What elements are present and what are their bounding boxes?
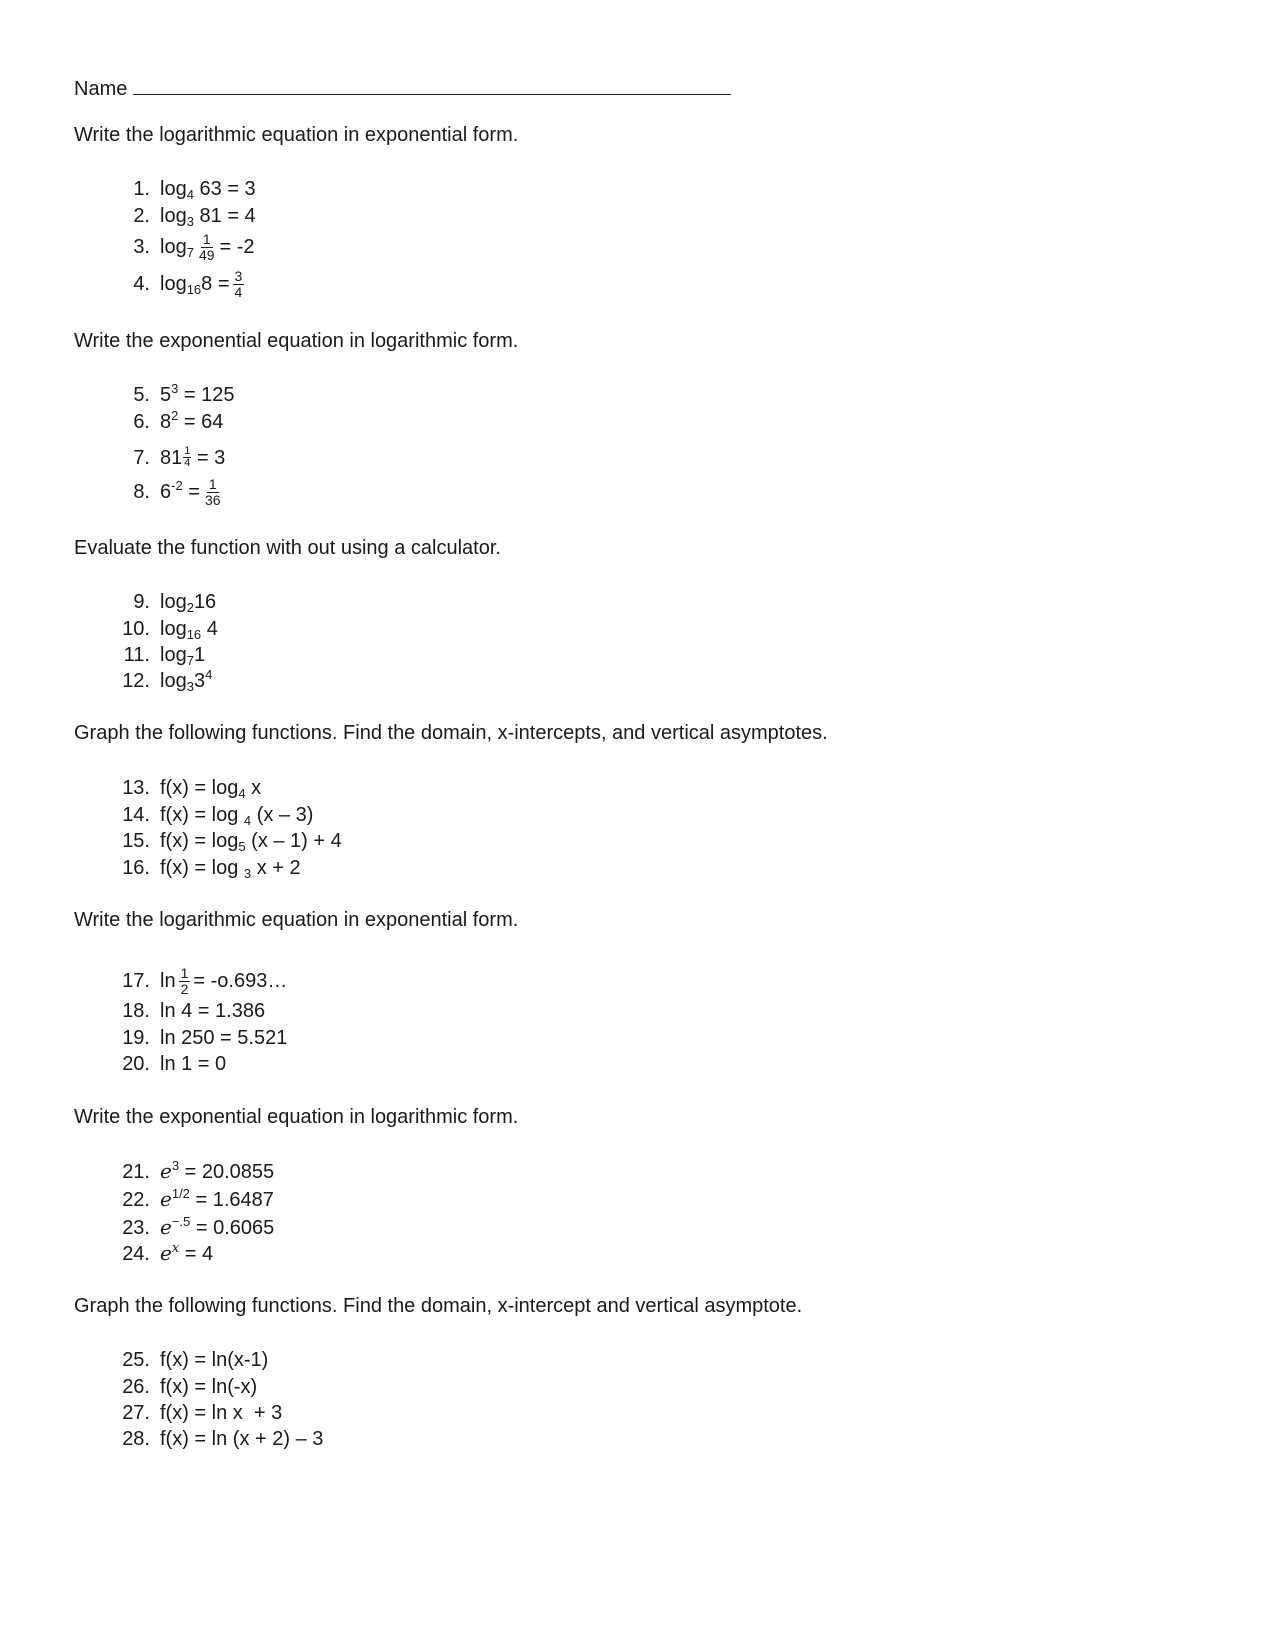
question-26: 26. f(x) = ln(-x): [122, 1376, 258, 1398]
question-2: 2. $\log_3 81 = 4$: [133, 205, 256, 229]
question-22: 22. $e^{1/2} = 1.6487$: [122, 1186, 274, 1211]
fraction: $\frac{1}{49}$: [198, 231, 215, 263]
name-blank-line: [133, 76, 731, 95]
question-5: 5. $5^3 = 125$: [133, 381, 235, 406]
question-8: 8. $6^{-2}$ = $\frac{1}{36}$: [133, 476, 221, 508]
question-23: 23. $e^{-.5} = 0.6065$: [122, 1214, 275, 1239]
name-field: [74, 76, 731, 101]
question-15: 15. $f(x) = \log_5 (x - 1) + 4$: [122, 830, 342, 854]
section-heading-7: Graph the following functions. Find the domain, x-intercept and vertical asymptote.: [74, 1295, 803, 1317]
question-4: 4. $\log_{16}8$ = $\frac{3}{4}$: [133, 268, 243, 300]
question-10: 10. $\log_{16} 4$: [122, 618, 218, 642]
question-9: 9. $\log_216$: [133, 591, 217, 615]
question-27: 27. f(x) = ln x + 3: [122, 1402, 283, 1424]
question-14: 14. f(x) = log $_4$ (x – 3): [122, 804, 314, 828]
question-21: 21. $e^3 = 20.0855$: [122, 1158, 275, 1183]
fraction: $\frac{3}{4}$: [234, 268, 243, 300]
question-13: 13. $f(x) = \log_4 x$: [122, 777, 262, 801]
question-7: 7. 81 $\frac{1}{4}$ = 3: [133, 445, 226, 469]
name-label: Name: [74, 78, 128, 100]
question-16: 16. f(x) = log $_3$ x + 2: [122, 857, 301, 881]
question-3: 3. $\log_7$ $\frac{1}{49}$ = -2: [133, 231, 255, 263]
question-12: 12. $\log_33^4$: [122, 667, 213, 694]
section-heading-5: Write the logarithmic equation in exponential form.: [74, 909, 519, 931]
question-18: 18. ln 4 = 1.386: [122, 1000, 266, 1022]
question-25: 25. f(x) = ln(x-1): [122, 1349, 269, 1371]
question-24: 24. $e^x = 4$: [122, 1241, 214, 1265]
fraction: $\frac{1}{36}$: [204, 476, 221, 508]
question-19: 19. ln 250 = 5.521: [122, 1027, 288, 1049]
question-11: 11. $\log_71$: [123, 644, 206, 668]
question-1: 1. $\log_4 63 = 3$: [133, 178, 256, 202]
section-heading-6: Write the exponential equation in logarithmic form.: [74, 1106, 519, 1128]
question-28: 28. f(x) = ln (x + 2) – 3: [122, 1428, 324, 1450]
section-heading-2: Write the exponential equation in logarithmic form.: [74, 330, 519, 352]
section-heading-3: Evaluate the function with out using a calculator.: [74, 537, 501, 559]
section-heading-1: Write the logarithmic equation in exponential form.: [74, 124, 519, 146]
exponent-fraction: $\frac{1}{4}$: [184, 445, 191, 469]
question-6: 6. $8^2 = 64$: [133, 408, 224, 433]
fraction: $\frac{1}{2}$: [180, 965, 189, 997]
question-17: 17. ln $\frac{1}{2}$ = -o.693…: [122, 965, 288, 997]
question-20: 20. ln 1 = 0: [122, 1053, 227, 1075]
section-heading-4: Graph the following functions. Find the domain, x-intercepts, and vertical asymptotes.: [74, 722, 828, 744]
